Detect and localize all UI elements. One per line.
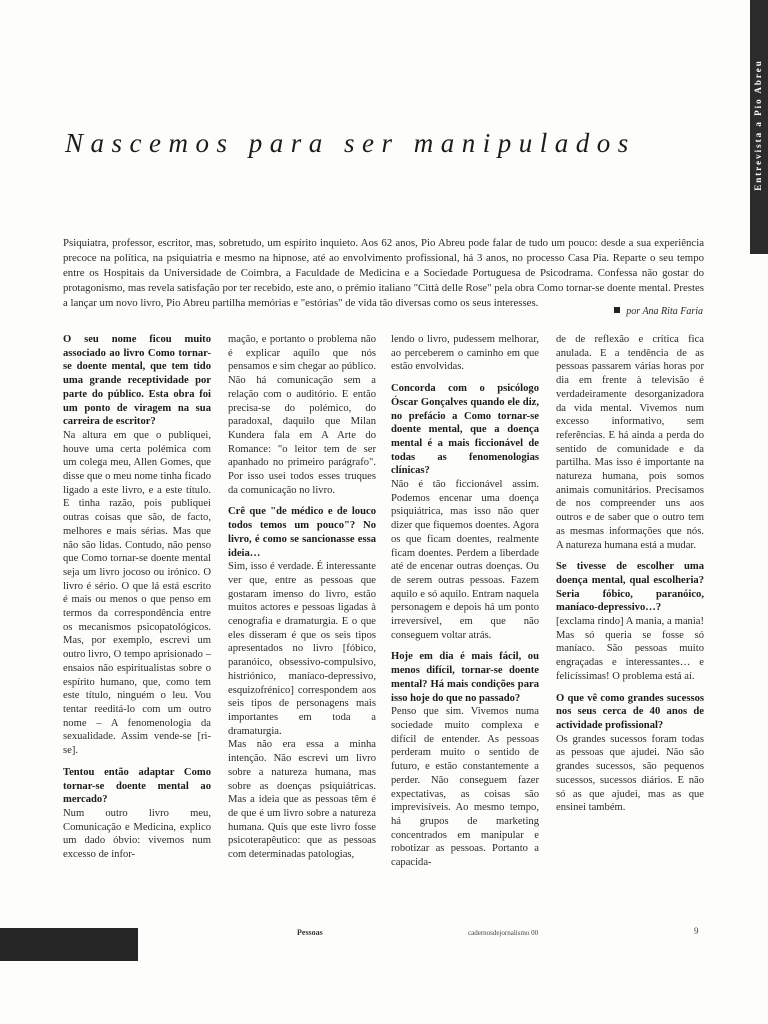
article-title: Nascemos para ser manipulados <box>65 128 636 158</box>
answer: Num outro livro meu, Comunicação e Medicina, explico um dado óbvio: vivemos num excesso de infor- <box>63 807 211 861</box>
answer: [exclama rindo] A mania, a mania! Mas só queria se fosse só maníaco. São pessoas muito engraçadas e interessantes… e felicíssimas! O problema está aí. <box>556 616 704 682</box>
byline-square-icon <box>614 307 620 313</box>
question: Tentou então adaptar Como tornar-se doente mental ao mercado? <box>63 766 211 806</box>
answer: Na altura em que o publiquei, houve uma certa polémica com um colega meu, Allen Gomes, que disse que o meu nome tinha ficado ligado a este livro, e a este título. E tinha razão, pois publiquei outras coisas que são, de facto, melhores e mais sérias. Mas que não são lidas. Contudo, não penso que Como tornar-se doente mental seja um livro jocoso ou irónico. O livro é sério. O que lá está escrito é mais ou menos o que penso em termos da correspondência entre os mecanismos psicopatológicos. Mas, por exemplo, escrevi um outro livro, O tempo aprisionado – ensaios não espiritualistas sobre o espírito humano, que, como tem este título, ninguém o leu. Vou tentar reeditá-lo com um outro nome – A fenomenologia da sexualidade. Assim vende-se [ri-se]. <box>63 429 211 757</box>
byline-text: por Ana Rita Faria <box>626 306 703 317</box>
answer: lendo o livro, pudessem melhorar, ao perceberem o caminho em que estão envolvidas. <box>391 334 539 373</box>
question: Hoje em dia é mais fácil, ou menos difícil, tornar-se doente mental? Há mais condições para isso hoje do que no passado? <box>391 651 539 704</box>
answer: Os grandes sucessos foram todas as pessoas que ajudei. Não são grandes sucessos, são pequenos sucessos, sucessos diários. E não só as que ajudei, mas as que ensinei também. <box>556 733 704 814</box>
column-3 <box>391 333 539 870</box>
column-4 <box>556 333 704 815</box>
answer: de de reflexão e crítica fica anulada. E a tendência de as pessoas passarem várias horas por dia em frente à televisão é verdadeiramente desorganizadora da vida mental. Vivemos num excesso informativo, sem referências. E há ainda a perda do sentido de comunidade e da partilha. Mas isso é importante na natureza humana, pois somos animais comunitários. Precisamos de nos compreender uns aos outros e de saber que o outro tem as mesmas informações que nós. A natureza humana está a mudar. <box>556 334 704 551</box>
byline <box>614 306 703 317</box>
question: O seu nome ficou muito associado ao livro Como tornar-se doente mental, que tem tido uma grande receptividade por parte do público. Esta obra foi um ponto de viragem na sua carreira de escritor? <box>63 334 211 428</box>
question: Concorda com o psicólogo Óscar Gonçalves quando ele diz, no prefácio a Como tornar-se doente mental, que a doença mental é a mais ficcionável de todas as fenomenologias clínicas? <box>391 383 539 477</box>
answer: mação, e portanto o problema não é explicar aquilo que nós pensamos e sim chegar ao público. Não há comunicação sem a relação com o auditório. E então precisa-se do polémico, do paradoxal, daquilo que Milan Kundera fala em A Arte do Romance: "o leitor tem de ser apanhado no primeiro parágrafo". Por isso usei todos esses truques da comunicação no livro. <box>228 334 376 496</box>
answer: Sim, isso é verdade. É interessante ver que, entre as pessoas que gostaram imenso do livro, estão muitos actores e pessoas ligadas à cenografia e dramaturgia. E o que eles disseram é que os seis tipos apresentados no livro [fóbico, paranóico, obsessivo-compulsivo, histriónico, maníaco-depressivo, esquizofrénico] correspondem aos seis tipos de personagens mais importantes em toda a dramaturgia. <box>228 561 376 737</box>
page-number: 9 <box>694 926 699 936</box>
section-sidebar <box>750 0 768 254</box>
article-lead: Psiquiatra, professor, escritor, mas, sobretudo, um espírito inquieto. Aos 62 anos, Pio Abreu pode falar de tudo um pouco: desde a sua experiência precoce na política, na psiquiatria e mesmo na hipnose, até ao envolvimento profissional, há 3 anos, no processo Casa Pia. Reparte o seu tempo entre os Hospitais da Universidade de Coimbra, a Faculdade de Medicina e a Sociedade Portuguesa de Psicodrama. Confessa não gostar do protagonismo, mas revela satisfação por ter recebido, este ano, o prémio italiano "Città delle Rose" pela obra Como tornar-se doente mental. Prestes a lançar um novo livro, Pio Abreu partilha memórias e "estórias" de vida tão diversas como os seus interesses. <box>63 237 704 309</box>
question: Se tivesse de escolher uma doença mental, qual escolheria? Seria fóbico, paranóico, maníaco-depressivo…? <box>556 561 704 614</box>
answer: Não é tão ficcionável assim. Podemos encenar uma doença psiquiátrica, mas isso não quer dizer que fiquemos doentes. Agora os que ficam doentes, realmente ficam doentes. Perdem a liberdade até de encenar outras doenças. Ou de serem outras pessoas. Fazem aquilo e só aquilo. Entram naquela personagem e depois há um ponto irreversível, em que não conseguem voltar atrás. <box>391 479 539 641</box>
footer-section: Pessoas <box>297 928 323 937</box>
question: O que vê como grandes sucessos nos seus cerca de 40 anos de actividade profissional? <box>556 692 704 731</box>
footer-publication: cadernosdejornalismo 00 <box>468 929 539 937</box>
column-2 <box>228 333 376 862</box>
sidebar-label: Entrevista a Pio Abreu <box>753 59 763 191</box>
footer-black-block <box>0 928 138 961</box>
answer: Mas não era essa a minha intenção. Não escrevi um livro sobre a natureza humana, mas sobre as doenças psiquiátricas. Mas a ideia que as pessoas têm é de que é um livro sobre a natureza humana. Quis que este livro fosse psicoterapêutico: que as pessoas com determinadas patologias, <box>228 739 376 861</box>
column-1 <box>63 333 211 862</box>
answer: Penso que sim. Vivemos numa sociedade muito complexa e difícil de entender. As pessoas perderam muito o sentido de futuro, e estão constantemente a perder. Não conseguem fazer expectativas, as coisas são imprevisíveis. Ao mesmo tempo, há grupos de marketing concentrados em manipular e robotizar as pessoas. Portanto a capacida- <box>391 706 539 869</box>
question: Crê que "de médico e de louco todos temos um pouco"? No livro, é como se sancionasse essa ideia… <box>228 506 376 559</box>
